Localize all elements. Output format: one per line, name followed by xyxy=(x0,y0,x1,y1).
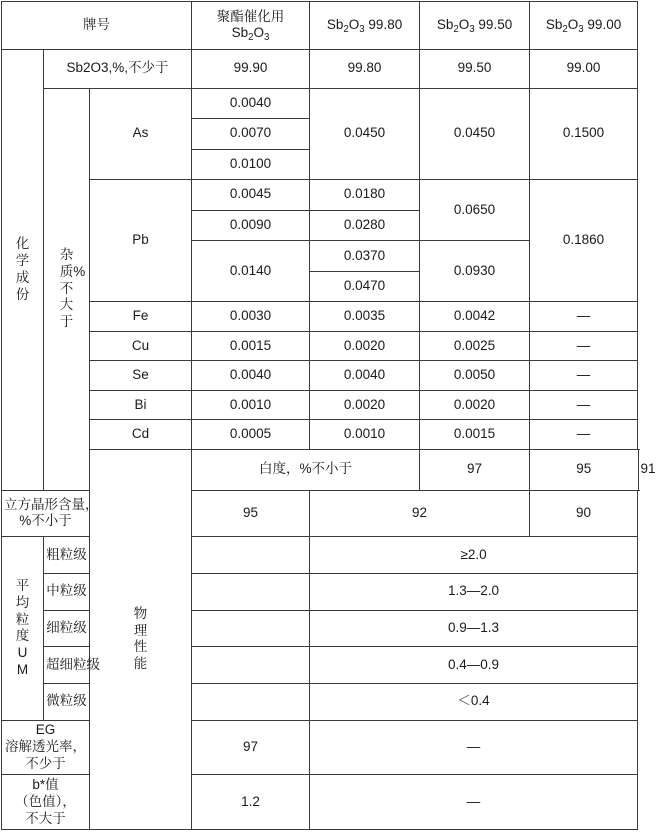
header-col-sb2o3-9980: $Sb_2O_3$ 99.80 xyxy=(310,2,420,50)
se-col2: 0.0040 xyxy=(310,361,420,391)
cu-col1: 0.0015 xyxy=(192,331,310,361)
element-label-fe: Fe xyxy=(90,302,192,332)
bi-col3: 0.0020 xyxy=(420,390,530,420)
particle-value-medium: 1.3—2.0 xyxy=(310,574,638,611)
pb-col4-value: 0.1860 xyxy=(530,180,638,302)
se-col1: 0.0040 xyxy=(192,361,310,391)
pb-col2-value-a: 0.0180 xyxy=(310,180,420,211)
particle-label-micro: 微粒级 xyxy=(44,683,90,720)
pb-subrow-1 xyxy=(2,180,639,211)
particle-size-label: 平均粒度UM xyxy=(2,537,44,720)
as-col3-value: 0.0450 xyxy=(420,88,530,180)
section-label-chemical: 化学成份 xyxy=(2,49,44,490)
b-value-label: b*值（色值），不大于 xyxy=(2,775,90,830)
element-label-se: Se xyxy=(90,361,192,391)
purity-value-col1: 99.90 xyxy=(192,49,310,88)
as-col4-value: 0.1500 xyxy=(530,88,638,180)
as-subrow-1 xyxy=(2,88,639,119)
header-col1-sub: $Sb_2O_3$ xyxy=(232,25,270,40)
pb-col2-value-d: 0.0470 xyxy=(310,271,420,302)
whiteness-label: 白度，%不小于 xyxy=(192,449,420,490)
bvalue-col1: 1.2 xyxy=(192,775,310,830)
purity-row-label: Sb2O3,%,不少于 xyxy=(44,49,192,88)
particle-value-coarse: ≥2.0 xyxy=(310,537,638,574)
cubic-col1: 95 xyxy=(192,490,310,537)
particle-col1-fine xyxy=(192,610,310,647)
pb-col1-value-c: 0.0140 xyxy=(192,241,310,302)
cd-col4: — xyxy=(530,420,638,450)
pb-col3-value-b: 0.0930 xyxy=(420,241,530,302)
pb-col1-value-a: 0.0045 xyxy=(192,180,310,211)
purity-value-col2: 99.80 xyxy=(310,49,420,88)
whiteness-col23: 95 xyxy=(530,449,638,490)
purity-row xyxy=(2,49,639,88)
element-label-pb: Pb xyxy=(90,180,192,302)
impurity-label: 杂质%不大于 xyxy=(44,88,90,490)
section-label-physical: 物理性能 xyxy=(90,449,192,829)
particle-col1-ultrafine xyxy=(192,647,310,684)
particle-col1-micro xyxy=(192,683,310,720)
element-row-cd xyxy=(2,420,639,450)
particle-col1-medium xyxy=(192,574,310,611)
particle-label-fine: 细粒级 xyxy=(44,610,90,647)
cd-col1: 0.0005 xyxy=(192,420,310,450)
bi-col4: — xyxy=(530,390,638,420)
fe-col2: 0.0035 xyxy=(310,302,420,332)
se-col3: 0.0050 xyxy=(420,361,530,391)
cubic-col23: 92 xyxy=(310,490,530,537)
element-row-bi xyxy=(2,390,639,420)
as-col1-value-3: 0.0100 xyxy=(192,149,310,180)
particle-label-medium: 中粒级 xyxy=(44,574,90,611)
cubic-col4: 90 xyxy=(530,490,638,537)
pb-col2-value-c: 0.0370 xyxy=(310,241,420,272)
cu-col3: 0.0025 xyxy=(420,331,530,361)
purity-value-col3: 99.50 xyxy=(420,49,530,88)
header-col-sb2o3-9900: $Sb_2O_3$ 99.00 xyxy=(530,2,638,50)
whiteness-row xyxy=(2,449,639,490)
element-label-bi: Bi xyxy=(90,390,192,420)
element-label-cu: Cu xyxy=(90,331,192,361)
as-col1-value-1: 0.0040 xyxy=(192,88,310,119)
se-col4: — xyxy=(530,361,638,391)
eg-col1: 97 xyxy=(192,720,310,775)
whiteness-col1: 97 xyxy=(420,449,530,490)
cubic-crystal-label: 立方晶形含量，%不小于 xyxy=(2,490,90,537)
particle-label-coarse: 粗粒级 xyxy=(44,537,90,574)
as-col1-value-2: 0.0070 xyxy=(192,119,310,150)
bvalue-rest: — xyxy=(310,775,638,830)
fe-col1: 0.0030 xyxy=(192,302,310,332)
as-col2-value: 0.0450 xyxy=(310,88,420,180)
cu-col4: — xyxy=(530,331,638,361)
header-row xyxy=(2,2,639,50)
bi-col1: 0.0010 xyxy=(192,390,310,420)
element-row-se xyxy=(2,361,639,391)
purity-value-col4: 99.00 xyxy=(530,49,638,88)
element-row-cu xyxy=(2,331,639,361)
fe-col4: — xyxy=(530,302,638,332)
pb-col1-value-b: 0.0090 xyxy=(192,210,310,241)
pb-col2-value-b: 0.0280 xyxy=(310,210,420,241)
particle-col1-coarse xyxy=(192,537,310,574)
header-col1-main: 聚酯催化用 xyxy=(217,9,285,24)
particle-value-fine: 0.9—1.3 xyxy=(310,610,638,647)
header-col-sb2o3-9950: $Sb_2O_3$ 99.50 xyxy=(420,2,530,50)
element-label-cd: Cd xyxy=(90,420,192,450)
eg-rest: — xyxy=(310,720,638,775)
particle-label-ultrafine: 超细粒级 xyxy=(44,647,90,684)
cd-col2: 0.0010 xyxy=(310,420,420,450)
header-col-polyester-catalyst xyxy=(192,2,310,50)
bi-col2: 0.0020 xyxy=(310,390,420,420)
eg-transmittance-label: EG 溶解透光率，不少于 xyxy=(2,720,90,775)
header-grade-label: 牌号 xyxy=(2,2,192,50)
particle-value-ultrafine: 0.4—0.9 xyxy=(310,647,638,684)
specification-table xyxy=(1,1,639,830)
element-row-fe xyxy=(2,302,639,332)
cu-col2: 0.0020 xyxy=(310,331,420,361)
cd-col3: 0.0015 xyxy=(420,420,530,450)
pb-col3-value-a: 0.0650 xyxy=(420,180,530,241)
particle-value-micro: ＜0.4 xyxy=(310,683,638,720)
fe-col3: 0.0042 xyxy=(420,302,530,332)
element-label-as: As xyxy=(90,88,192,180)
